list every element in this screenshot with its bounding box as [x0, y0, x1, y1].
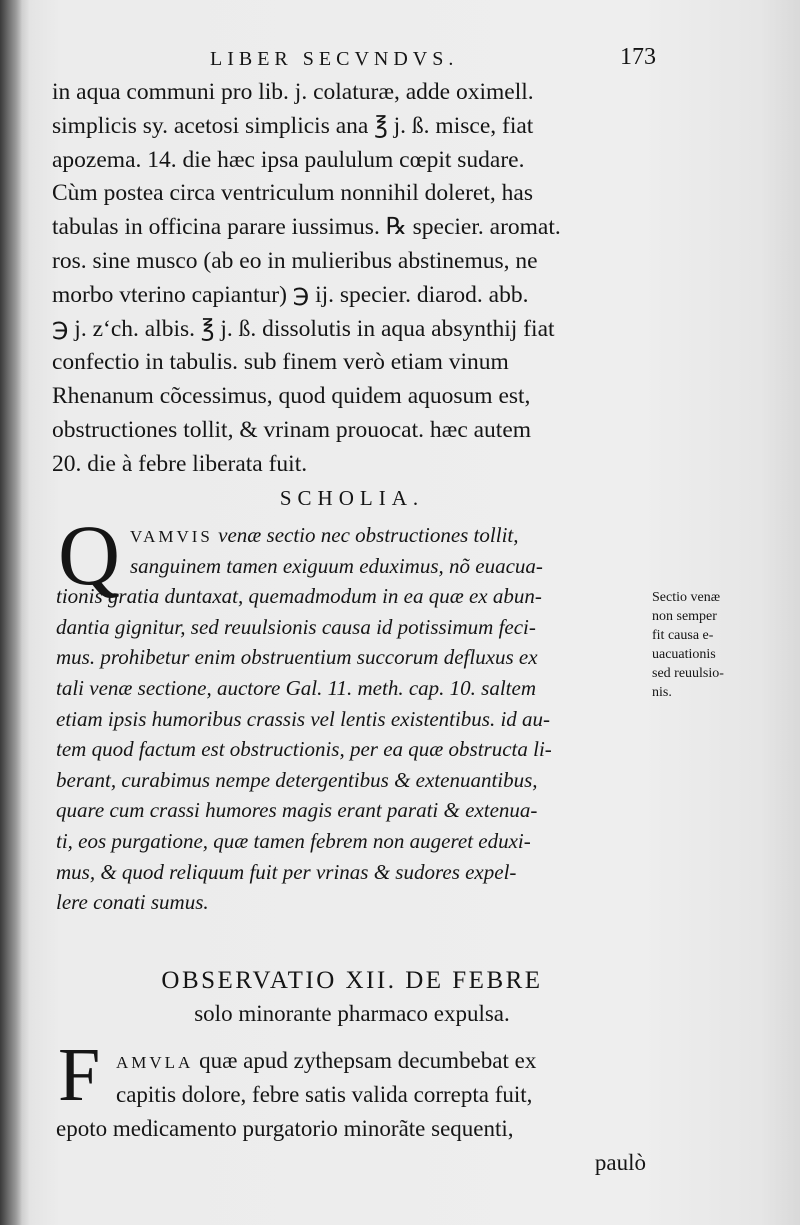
note-line: sed reuulsio-: [652, 666, 724, 681]
text-line: tem quod factum est obstructionis, per ea quæ obstructa li-: [56, 737, 552, 762]
text-line: 20. die à febre liberata fuit.: [52, 450, 308, 477]
first-word: AMVLA: [116, 1053, 194, 1072]
text-line: apozema. 14. die hæc ipsa paululum cœpit sudare.: [52, 146, 525, 173]
observation-paragraph: [56, 1033, 652, 1180]
text-line: epoto medicamento purgatorio minorãte sequenti,: [56, 1116, 514, 1141]
body-paragraph: [52, 76, 652, 482]
drop-cap-q: Q: [58, 507, 121, 603]
text-line: ℈ j. z‘ch. albis. ℥ j. ß. dissolutis in aqua absynthij fiat: [52, 315, 555, 342]
text-line: in aqua communi pro lib. j. colaturæ, adde oximell.: [52, 79, 534, 105]
observation-heading: [52, 964, 652, 1030]
first-word: VAMVIS: [130, 527, 213, 546]
text-line: mus. prohibetur enim obstruentium succorum defluxus ex: [56, 645, 538, 670]
text-line: morbo vterino capiantur) ℈ ij. specier. diarod. abb.: [52, 281, 529, 308]
binding-gutter: [0, 0, 22, 1225]
note-line: nis.: [652, 685, 672, 700]
note-line: non semper: [652, 609, 717, 624]
text-line: confectio in tabulis. sub finem verò etiam vinum: [52, 349, 509, 376]
text-line: Rhenanum cõcessimus, quod quidem aquosum est,: [52, 383, 531, 410]
observation-subtitle: solo minorante pharmaco expulsa.: [194, 1001, 510, 1026]
text-line: simplicis sy. acetosi simplicis ana ℥ j. ß. misce, fiat: [52, 112, 534, 139]
text-line: etiam ipsis humoribus crassis vel lentis existentibus. id au-: [56, 706, 551, 731]
drop-cap-f: F: [58, 1033, 101, 1117]
text-line: dantia gignitur, sed reuulsionis causa id potissimum feci-: [56, 614, 536, 639]
scholia-heading: SCHOLIA.: [279, 486, 425, 510]
text-line: [56, 1044, 652, 1078]
scholia-paragraph: [56, 507, 650, 918]
page-number: 173: [620, 44, 656, 70]
running-title: LIBER SECVNDVS.: [210, 48, 459, 70]
running-head: [60, 44, 660, 78]
marginal-note: [652, 588, 782, 702]
observation-title: OBSERVATIO XII. DE FEBRE: [161, 967, 543, 994]
text-line: tionis gratia duntaxat, quemadmodum in ea quæ ex abun-: [56, 584, 542, 609]
line-text: venæ sectio nec obstructiones tollit,: [218, 523, 519, 547]
text-line: tali venæ sectione, auctore Gal. 11. meth. cap. 10. saltem: [56, 675, 536, 700]
text-line: lere conati sumus.: [56, 890, 209, 915]
text-line: Cùm postea circa ventriculum nonnihil doleret, has: [52, 180, 533, 207]
text-line: sanguinem tamen exiguum eduximus, nõ euacua-: [130, 553, 543, 578]
text-line: capitis dolore, febre satis valida correpta fuit,: [116, 1082, 533, 1107]
line-text: quæ apud zythepsam decumbebat ex: [199, 1048, 537, 1073]
note-line: fit causa e-: [652, 628, 714, 643]
text-line: tabulas in officina parare iussimus. ℞ specier. aromat.: [52, 214, 561, 241]
text-line: berant, curabimus nempe detergentibus & extenuantibus,: [56, 767, 538, 792]
text-line: obstructiones tollit, & vrinam prouocat. hæc autem: [52, 416, 532, 443]
note-line: Sectio venæ: [652, 590, 721, 605]
text-line: [56, 520, 650, 551]
text-line: quare cum crassi humores magis erant parati & extenua-: [56, 798, 538, 823]
text-line: ti, eos purgatione, quæ tamen febrem non augeret eduxi-: [56, 828, 531, 853]
text-line: ros. sine musco (ab eo in mulieribus abstinemus, ne: [52, 247, 538, 274]
note-line: uacuationis: [652, 647, 716, 662]
catchword: paulò: [594, 1150, 646, 1175]
text-line: mus, & quod reliquum fuit per vrinas & sudores expel-: [56, 859, 517, 884]
